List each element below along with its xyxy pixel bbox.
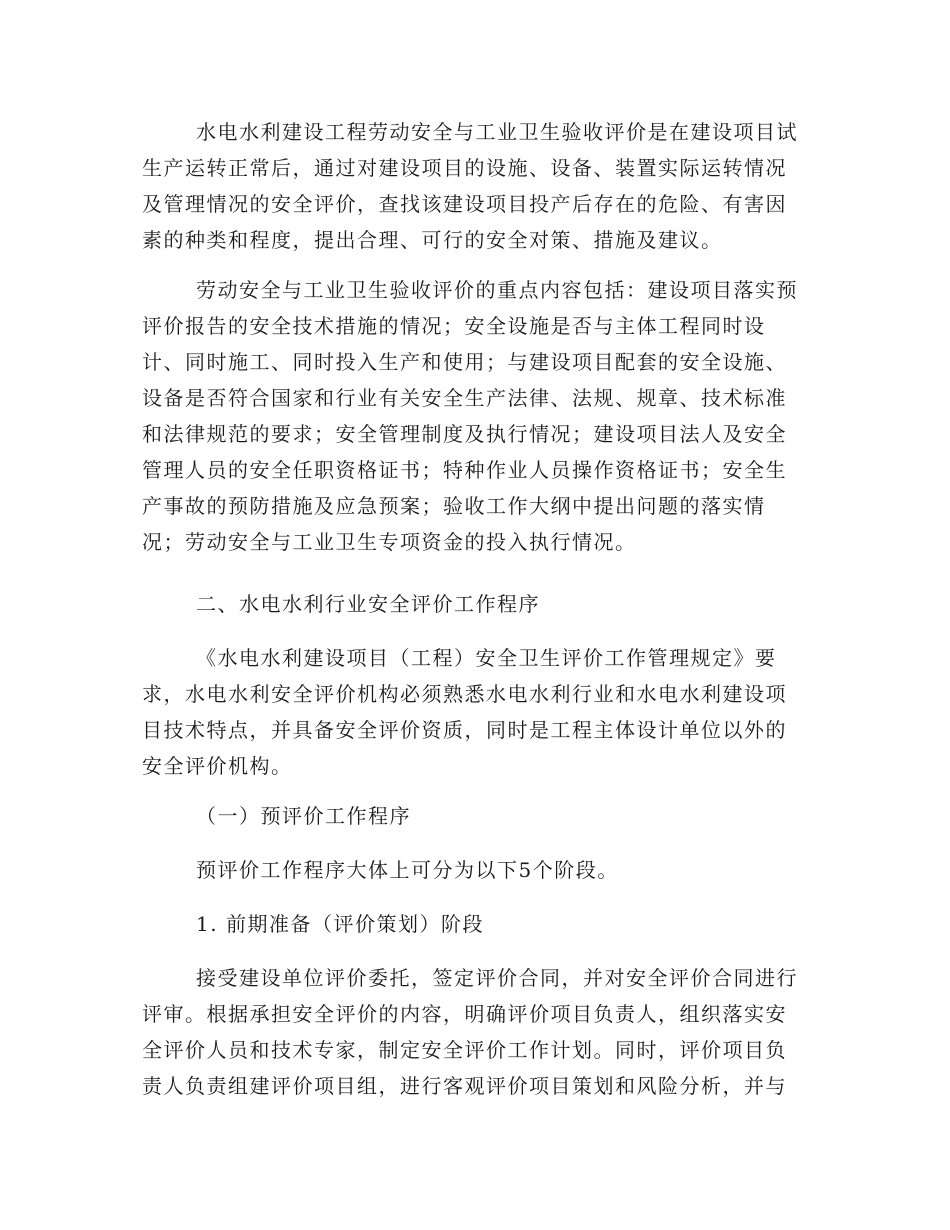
- text-line: 及管理情况的安全评价，查找该建设项目投产后存在的危险、有害因: [142, 192, 787, 216]
- text-line: 劳动安全与工业卫生验收评价的重点内容包括：建设项目落实预: [196, 278, 798, 302]
- text-line: 全评价人员和技术专家，制定安全评价工作计划。同时，评价项目负: [142, 1038, 787, 1062]
- text-line: 况；劳动安全与工业卫生专项资金的投入执行情况。: [142, 530, 637, 554]
- text-line: 评审。根据承担安全评价的内容，明确评价项目负责人，组织落实安: [142, 1002, 787, 1026]
- paragraph-management-rules: [142, 640, 812, 784]
- subsection-heading-1: [142, 798, 812, 834]
- text-line: 素的种类和程度，提出合理、可行的安全对策、措施及建议。: [142, 228, 723, 252]
- paragraph-stages-intro: [142, 852, 812, 888]
- text-line: 和法律规范的要求；安全管理制度及执行情况；建设项目法人及安全: [142, 422, 787, 446]
- text-line: 求，水电水利安全评价机构必须熟悉水电水利行业和水电水利建设项: [142, 682, 787, 706]
- paragraph-preparation-stage: [142, 960, 812, 1104]
- text-line: 责人负责组建评价项目组，进行客观评价项目策划和风险分析，并与: [142, 1074, 787, 1098]
- paragraph-key-contents: [142, 272, 812, 560]
- text-line: 管理人员的安全任职资格证书；特种作业人员操作资格证书；安全生: [142, 458, 787, 482]
- text-line: 水电水利建设工程劳动安全与工业卫生验收评价是在建设项目试: [196, 120, 798, 144]
- item-heading-1: [142, 906, 812, 942]
- section-heading: 二、水电水利行业安全评价工作程序: [196, 592, 540, 616]
- paragraph-acceptance-evaluation: [142, 114, 812, 258]
- text-line: 目技术特点，并具备安全评价资质，同时是工程主体设计单位以外的: [142, 718, 787, 742]
- text-line: 设备是否符合国家和行业有关安全生产法律、法规、规章、技术标准: [142, 386, 787, 410]
- text-line: 生产运转正常后，通过对建设项目的设施、设备、装置实际运转情况: [142, 156, 787, 180]
- text-line: 评价报告的安全技术措施的情况；安全设施是否与主体工程同时设: [142, 314, 766, 338]
- item-heading: 1. 前期准备（评价策划）阶段: [196, 912, 484, 936]
- section-heading-2: [142, 586, 812, 622]
- text-line: 计、同时施工、同时投入生产和使用；与建设项目配套的安全设施、: [142, 350, 787, 374]
- text-line: 预评价工作程序大体上可分为以下5个阶段。: [196, 858, 619, 882]
- text-line: 《水电水利建设项目（工程）安全卫生评价工作管理规定》要: [196, 646, 777, 670]
- text-line: 接受建设单位评价委托，签定评价合同，并对安全评价合同进行: [196, 966, 798, 990]
- text-line: 产事故的预防措施及应急预案；验收工作大纲中提出问题的落实情: [142, 494, 766, 518]
- subsection-heading: （一）预评价工作程序: [196, 804, 411, 828]
- text-line: 安全评价机构。: [142, 754, 293, 778]
